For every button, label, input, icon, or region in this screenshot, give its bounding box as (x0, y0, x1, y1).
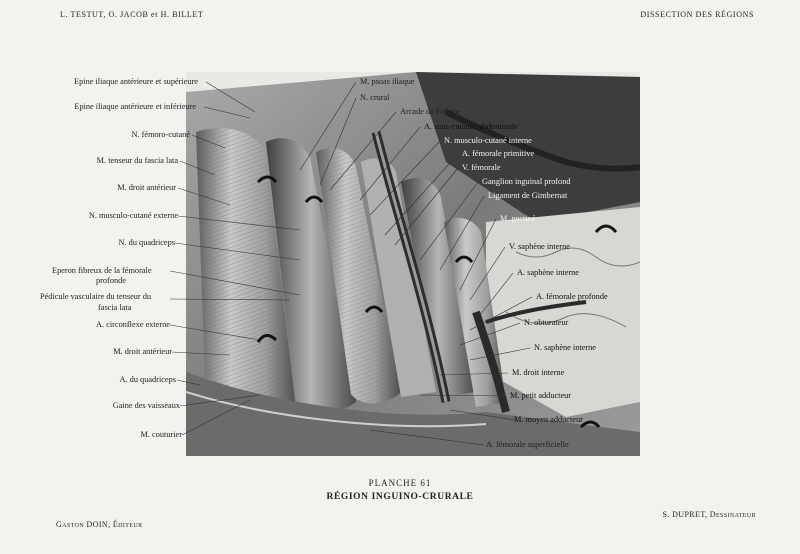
label-circonflexe-externe: A. circonflexe externe (96, 320, 170, 329)
editor-credit: Gaston DOIN, Éditeur (56, 520, 143, 529)
plate-title: RÉGION INGUINO-CRURALE (326, 492, 474, 502)
label-pedicule-vasculaire: Pédicule vasculaire du tenseur du (40, 292, 152, 301)
label-couturier: M. couturier (140, 430, 182, 439)
label-nerf-quadriceps: N. du quadriceps (118, 238, 175, 247)
label-epine-iliaque-inf: Epine iliaque antérieure et inférieure (74, 102, 196, 111)
label-saphene-interne-artere: A. saphène interne (517, 268, 579, 277)
label-gaine-vaisseaux: Gaine des vaisseaux (112, 401, 180, 410)
label-femorale-profonde: A. fémorale profonde (536, 292, 608, 301)
label-artere-quadriceps: A. du quadriceps (119, 375, 176, 384)
label-femoro-cutane: N. fémoro-cutané (131, 130, 190, 139)
label-musculo-cutane-externe: N. musculo-cutané externe (88, 211, 178, 220)
label-sous-cutanee-abdominale: A. sous-cutanée abdominale (424, 122, 518, 131)
plate-number: PLANCHE 61 (368, 478, 432, 488)
label-pectine: M. pectiné (500, 214, 536, 223)
anatomical-illustration (186, 72, 640, 456)
label-veine-femorale: V. fémorale (462, 163, 501, 172)
label-arcade-fallope: Arcade de Fallope (400, 107, 461, 116)
label-eperon-fibreux: Eperon fibreux de la fémorale (52, 266, 152, 275)
label-nerf-saphene-interne: N. saphène interne (534, 343, 596, 352)
label-psoas-iliaque: M. psoas iliaque (360, 77, 415, 86)
header-authors: L. TESTUT, O. JACOB et H. BILLET (60, 10, 204, 19)
label-nerf-crural: N. crural (360, 93, 390, 102)
label-tenseur-fascia-lata: M. tenseur du fascia lata (96, 156, 178, 165)
label-femorale-primitive: A. fémorale primitive (462, 149, 535, 158)
label-saphene-interne-veine: V. saphène interne (509, 242, 570, 251)
label-moyen-adducteur: M. moyen adducteur (514, 415, 583, 424)
artist-credit: S. DUPRET, Dessinateur (662, 510, 756, 519)
label-pedicule-fascia-lata: fascia lata (98, 303, 132, 312)
label-eperon-profonde: profonde (96, 276, 126, 285)
label-musculo-cutane-interne: N. musculo-cutané interne (444, 136, 532, 145)
header-section: DISSECTION DES RÉGIONS (640, 10, 754, 19)
label-petit-adducteur: M. petit adducteur (510, 391, 572, 400)
label-nerf-obturateur: N. obturateur (524, 318, 569, 327)
label-femorale-superficielle: A. fémorale superficielle (486, 440, 569, 449)
label-ligament-gimbernat: Ligament de Gimbernat (488, 191, 568, 200)
label-epine-iliaque-sup: Epine iliaque antérieure et supérieure (74, 77, 198, 86)
label-droit-anterieur-1: M. droit antérieur (117, 183, 176, 192)
label-ganglion-inguinal: Ganglion inguinal profond (482, 177, 571, 186)
label-droit-interne: M. droit interne (512, 368, 565, 377)
label-droit-anterieur-2: M. droit antérieur (113, 347, 172, 356)
